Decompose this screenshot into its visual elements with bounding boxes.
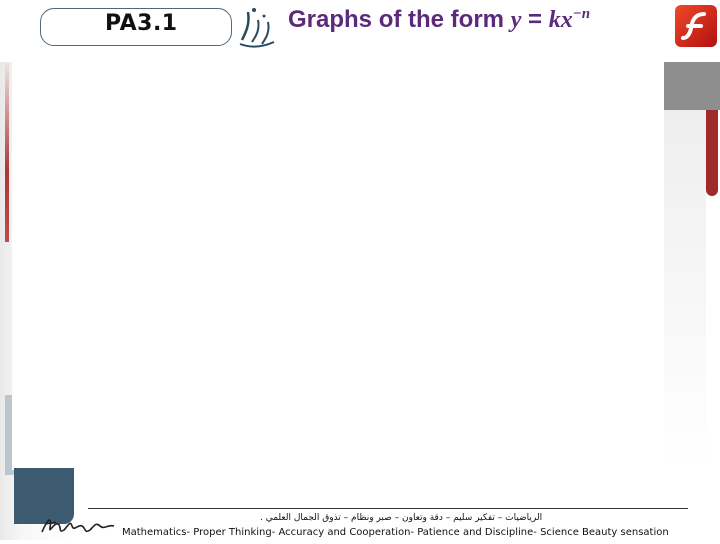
left-accent-bar: [5, 62, 9, 242]
adobe-flash-icon[interactable]: [674, 4, 718, 48]
lesson-code: PA3.1: [105, 11, 178, 36]
footer-arabic-motto: الرياضيات – تفكير سليم – دقة وتعاون – صبر ونظام – تذوق الجمال العلمي .: [260, 513, 543, 523]
right-gray-block: [664, 62, 720, 110]
footer-english-motto: Mathematics- Proper Thinking- Accuracy and Cooperation- Patience and Discipline- Science Beauty sensation: [122, 527, 669, 538]
footer-divider: [88, 508, 688, 509]
title-equals: =: [521, 6, 549, 33]
right-fade-panel: [664, 110, 706, 470]
slide-title: [288, 6, 590, 38]
content-area: [12, 62, 662, 470]
right-red-bar: [706, 110, 718, 196]
title-y: y: [510, 7, 522, 33]
title-exponent: −n: [572, 6, 591, 22]
calligraphy-logo-icon: [234, 2, 278, 52]
signature-icon: [38, 512, 122, 540]
title-text: Graphs of the form: [288, 6, 511, 33]
title-kx: kx: [548, 7, 573, 33]
